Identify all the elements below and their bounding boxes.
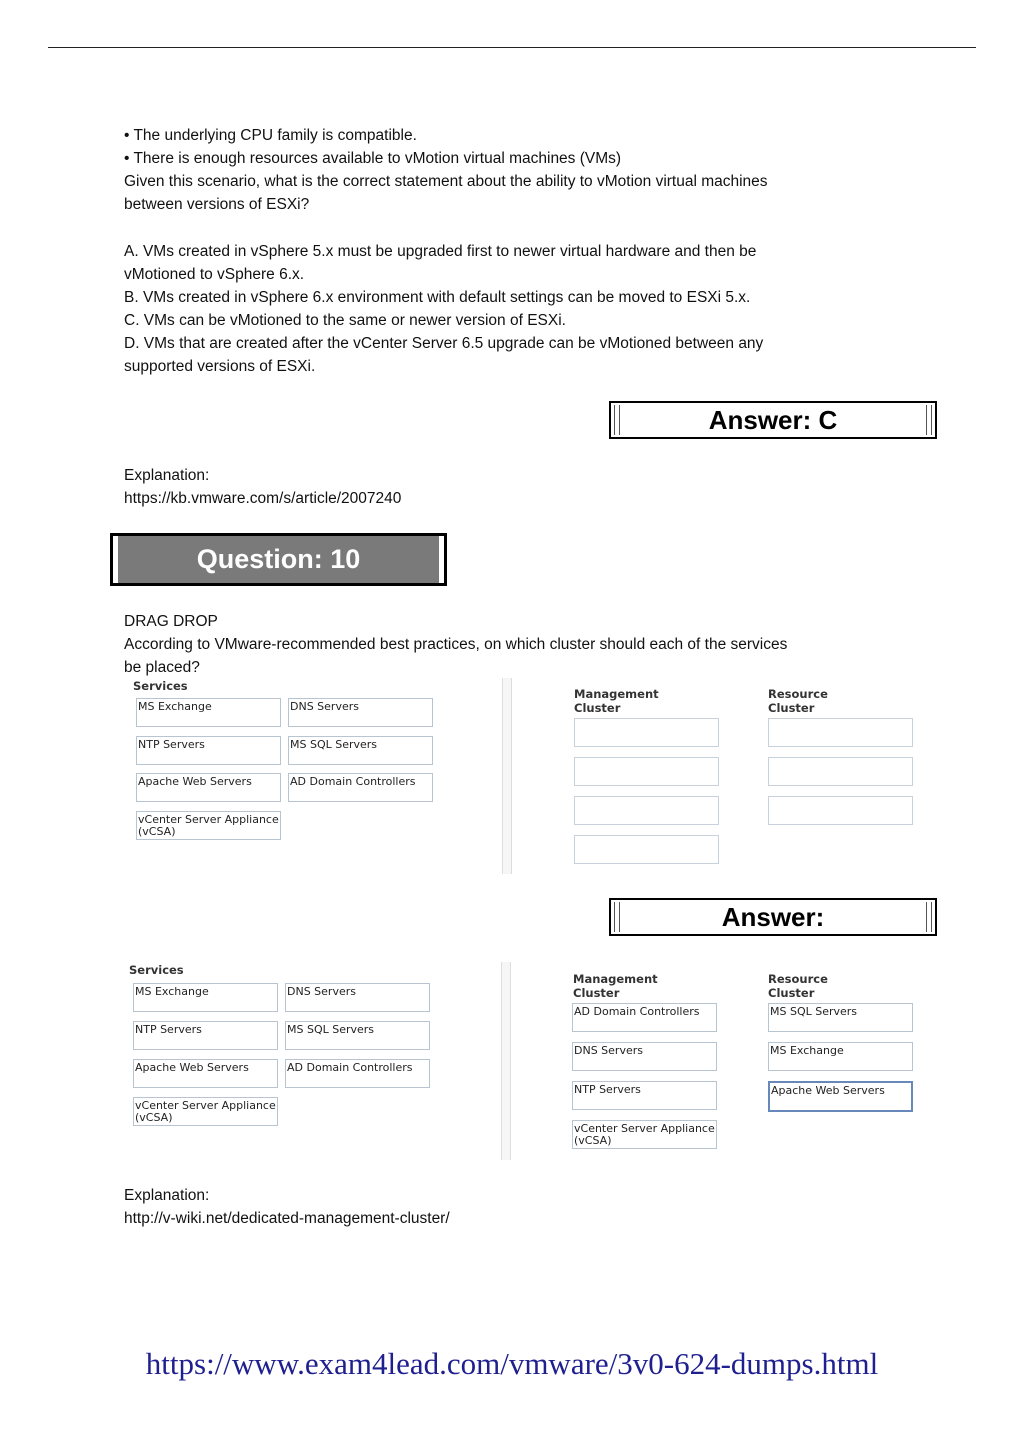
services-heading: Services [129, 963, 184, 977]
question-intro [124, 124, 884, 216]
option-line: A. VMs created in vSphere 5.x must be upgraded first to newer virtual hardware and then be [124, 243, 757, 260]
footer-link[interactable]: https://www.exam4lead.com/vmware/3v0-624-dumps.html [145, 1346, 879, 1381]
option-line: C. VMs can be vMotioned to the same or newer version of ESXi. [124, 312, 566, 329]
panel-divider [502, 678, 512, 874]
service-item[interactable]: vCenter Server Appliance (vCSA) [136, 811, 281, 840]
service-item[interactable]: AD Domain Controllers [288, 773, 433, 802]
service-item[interactable]: NTP Servers [133, 1021, 278, 1050]
management-placed-item[interactable]: DNS Servers [572, 1042, 717, 1071]
answer-box [609, 898, 937, 936]
resource-cluster-heading: Resource Cluster [768, 687, 828, 715]
management-drop-target[interactable] [574, 796, 719, 825]
management-placed-item[interactable]: AD Domain Controllers [572, 1003, 717, 1032]
resource-drop-target[interactable] [768, 796, 913, 825]
option-line: vMotioned to vSphere 6.x. [124, 266, 305, 283]
resource-cluster-heading: Resource Cluster [768, 972, 828, 1000]
intro-line: between versions of ESXi? [124, 196, 310, 213]
explanation-label: Explanation: [124, 467, 210, 484]
question-prompt: be placed? [124, 659, 200, 676]
service-item[interactable]: MS Exchange [133, 983, 278, 1012]
answer-options [124, 240, 884, 378]
service-item[interactable]: DNS Servers [285, 983, 430, 1012]
question-number: Question: 10 [196, 544, 361, 574]
intro-line: • The underlying CPU family is compatible. [124, 127, 417, 144]
answer-label: Answer: [721, 901, 825, 932]
service-item[interactable]: MS SQL Servers [285, 1021, 430, 1050]
management-placed-item[interactable]: NTP Servers [572, 1081, 717, 1110]
explanation-link[interactable]: http://v-wiki.net/dedicated-management-cluster/ [124, 1210, 450, 1227]
panel-divider [501, 962, 511, 1160]
resource-drop-target[interactable] [768, 757, 913, 786]
service-item[interactable]: AD Domain Controllers [285, 1059, 430, 1088]
question-10-prompt [124, 610, 884, 679]
service-item[interactable]: MS SQL Servers [288, 736, 433, 765]
question-prompt: According to VMware-recommended best practices, on which cluster should each of the services [124, 636, 788, 653]
service-item[interactable]: Apache Web Servers [133, 1059, 278, 1088]
service-item[interactable]: vCenter Server Appliance (vCSA) [133, 1097, 278, 1126]
services-heading: Services [133, 679, 188, 693]
intro-line: • There is enough resources available to vMotion virtual machines (VMs) [124, 150, 622, 167]
option-line: B. VMs created in vSphere 6.x environment with default settings can be moved to ESXi 5.x. [124, 289, 751, 306]
explanation-label: Explanation: [124, 1187, 210, 1204]
service-item[interactable]: DNS Servers [288, 698, 433, 727]
question-type: DRAG DROP [124, 613, 218, 630]
option-line: D. VMs that are created after the vCenter Server 6.5 upgrade can be vMotioned between any [124, 335, 764, 352]
management-placed-item[interactable]: vCenter Server Appliance (vCSA) [572, 1120, 717, 1149]
management-drop-target[interactable] [574, 835, 719, 864]
intro-line: Given this scenario, what is the correct statement about the ability to vMotion virtual machines [124, 173, 768, 190]
explanation-link[interactable]: https://kb.vmware.com/s/article/2007240 [124, 490, 402, 507]
question-heading [110, 533, 447, 586]
explanation-block [124, 1184, 884, 1230]
service-item[interactable]: NTP Servers [136, 736, 281, 765]
resource-drop-target[interactable] [768, 718, 913, 747]
answer-label: Answer: C [708, 404, 838, 435]
service-item[interactable]: MS Exchange [136, 698, 281, 727]
management-drop-target[interactable] [574, 718, 719, 747]
management-drop-target[interactable] [574, 757, 719, 786]
management-cluster-heading: Management Cluster [573, 972, 658, 1000]
explanation-block [124, 464, 884, 510]
answer-box [609, 401, 937, 439]
resource-placed-item[interactable]: MS SQL Servers [768, 1003, 913, 1032]
management-cluster-heading: Management Cluster [574, 687, 659, 715]
header-rule [48, 47, 976, 48]
resource-placed-item[interactable]: Apache Web Servers [768, 1081, 913, 1112]
option-line: supported versions of ESXi. [124, 358, 316, 375]
service-item[interactable]: Apache Web Servers [136, 773, 281, 802]
resource-placed-item[interactable]: MS Exchange [768, 1042, 913, 1071]
